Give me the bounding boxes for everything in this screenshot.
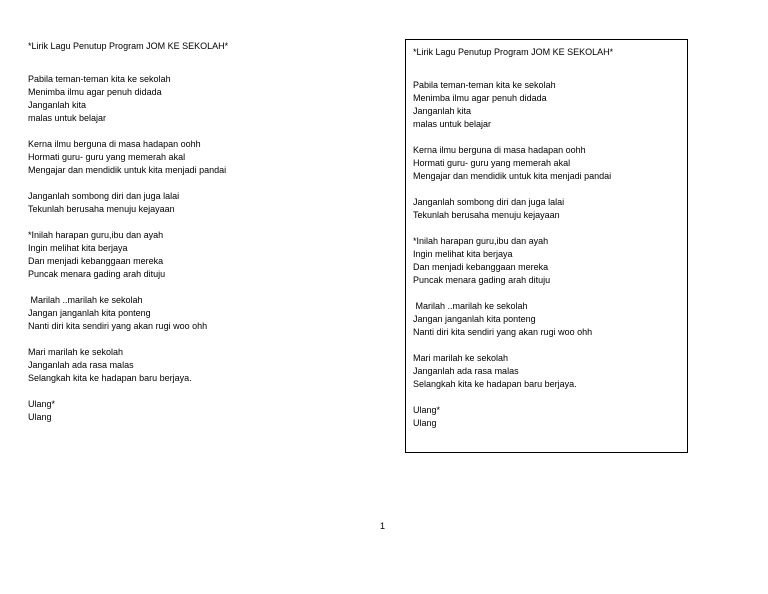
spacer	[413, 183, 683, 196]
lyric-line: Jangan janganlah kita ponteng	[413, 314, 536, 324]
lyric-line: *Inilah harapan guru,ibu dan ayah	[413, 236, 549, 246]
lyrics-boxed-copy	[405, 39, 688, 453]
lyric-line: Dan menjadi kebanggaan mereka	[413, 262, 549, 272]
stanza	[413, 196, 683, 222]
lyric-line: Ulang	[413, 418, 437, 428]
lyric-line: Ingin melihat kita berjaya	[413, 249, 513, 259]
spacer	[28, 53, 358, 73]
lyric-line: Hormati guru- guru yang memerah akal	[413, 158, 571, 168]
spacer	[413, 339, 683, 352]
lyric-line: Nanti diri kita sendiri yang akan rugi woo ohh	[28, 321, 208, 331]
lyric-line: Tekunlah berusaha menuju kejayaan	[413, 210, 560, 220]
page-number: 1	[380, 521, 386, 531]
lyric-line: malas untuk belajar	[413, 119, 492, 129]
lyric-line: Puncak menara gading arah dituju	[28, 269, 166, 279]
stanza	[413, 79, 683, 131]
lyric-line: Mari marilah ke sekolah	[28, 347, 124, 357]
stanza	[28, 229, 358, 281]
stanza	[413, 300, 683, 339]
lyric-line: Janganlah kita	[28, 100, 87, 110]
lyric-line: Tekunlah berusaha menuju kejayaan	[28, 204, 175, 214]
lyric-line: Pabila teman-teman kita ke sekolah	[413, 80, 556, 90]
lyric-line: Menimba ilmu agar penuh didada	[413, 93, 547, 103]
lyric-line: Kerna ilmu berguna di masa hadapan oohh	[28, 139, 201, 149]
stanza	[28, 190, 358, 216]
lyric-line: Janganlah ada rasa malas	[28, 360, 134, 370]
spacer	[413, 131, 683, 144]
spacer	[413, 391, 683, 404]
lyric-line: Pabila teman-teman kita ke sekolah	[28, 74, 171, 84]
lyric-line: Janganlah sombong diri dan juga lalai	[413, 197, 565, 207]
lyric-line: Janganlah kita	[413, 106, 472, 116]
stanza	[28, 346, 358, 385]
lyrics-title: *Lirik Lagu Penutup Program JOM KE SEKOLAH*	[28, 41, 229, 51]
stanza	[413, 144, 683, 183]
spacer	[28, 177, 358, 190]
stanza	[28, 138, 358, 177]
lyric-line: Janganlah sombong diri dan juga lalai	[28, 191, 180, 201]
lyric-line: Marilah ..marilah ke sekolah	[28, 295, 143, 305]
lyric-line: Mengajar dan mendidik untuk kita menjadi pandai	[413, 171, 612, 181]
lyric-line: Ingin melihat kita berjaya	[28, 243, 128, 253]
spacer	[413, 59, 683, 79]
lyric-line: Dan menjadi kebanggaan mereka	[28, 256, 164, 266]
lyric-line: Mengajar dan mendidik untuk kita menjadi pandai	[28, 165, 227, 175]
lyric-line: Ulang*	[28, 399, 56, 409]
lyric-line: malas untuk belajar	[28, 113, 107, 123]
spacer	[28, 385, 358, 398]
lyrics-title: *Lirik Lagu Penutup Program JOM KE SEKOLAH*	[413, 47, 614, 57]
lyric-line: Ulang	[28, 412, 52, 422]
lyric-line: Kerna ilmu berguna di masa hadapan oohh	[413, 145, 586, 155]
stanza	[28, 294, 358, 333]
spacer	[28, 281, 358, 294]
lyric-line: Hormati guru- guru yang memerah akal	[28, 152, 186, 162]
spacer	[28, 333, 358, 346]
stanza	[28, 398, 358, 424]
spacer	[28, 125, 358, 138]
lyric-line: Janganlah ada rasa malas	[413, 366, 519, 376]
stanza	[413, 235, 683, 287]
lyric-line: *Inilah harapan guru,ibu dan ayah	[28, 230, 164, 240]
lyric-line: Ulang*	[413, 405, 441, 415]
lyrics-right-column	[413, 46, 683, 430]
stanza	[413, 404, 683, 430]
lyric-line: Marilah ..marilah ke sekolah	[413, 301, 528, 311]
spacer	[413, 287, 683, 300]
spacer	[28, 216, 358, 229]
lyric-line: Menimba ilmu agar penuh didada	[28, 87, 162, 97]
lyrics-left-column	[28, 40, 358, 424]
spacer	[413, 222, 683, 235]
stanza	[413, 352, 683, 391]
lyric-line: Puncak menara gading arah dituju	[413, 275, 551, 285]
lyric-line: Nanti diri kita sendiri yang akan rugi woo ohh	[413, 327, 593, 337]
lyric-line: Mari marilah ke sekolah	[413, 353, 509, 363]
lyric-line: Selangkah kita ke hadapan baru berjaya.	[28, 373, 192, 383]
lyric-line: Selangkah kita ke hadapan baru berjaya.	[413, 379, 577, 389]
lyric-line: Jangan janganlah kita ponteng	[28, 308, 151, 318]
stanza	[28, 73, 358, 125]
